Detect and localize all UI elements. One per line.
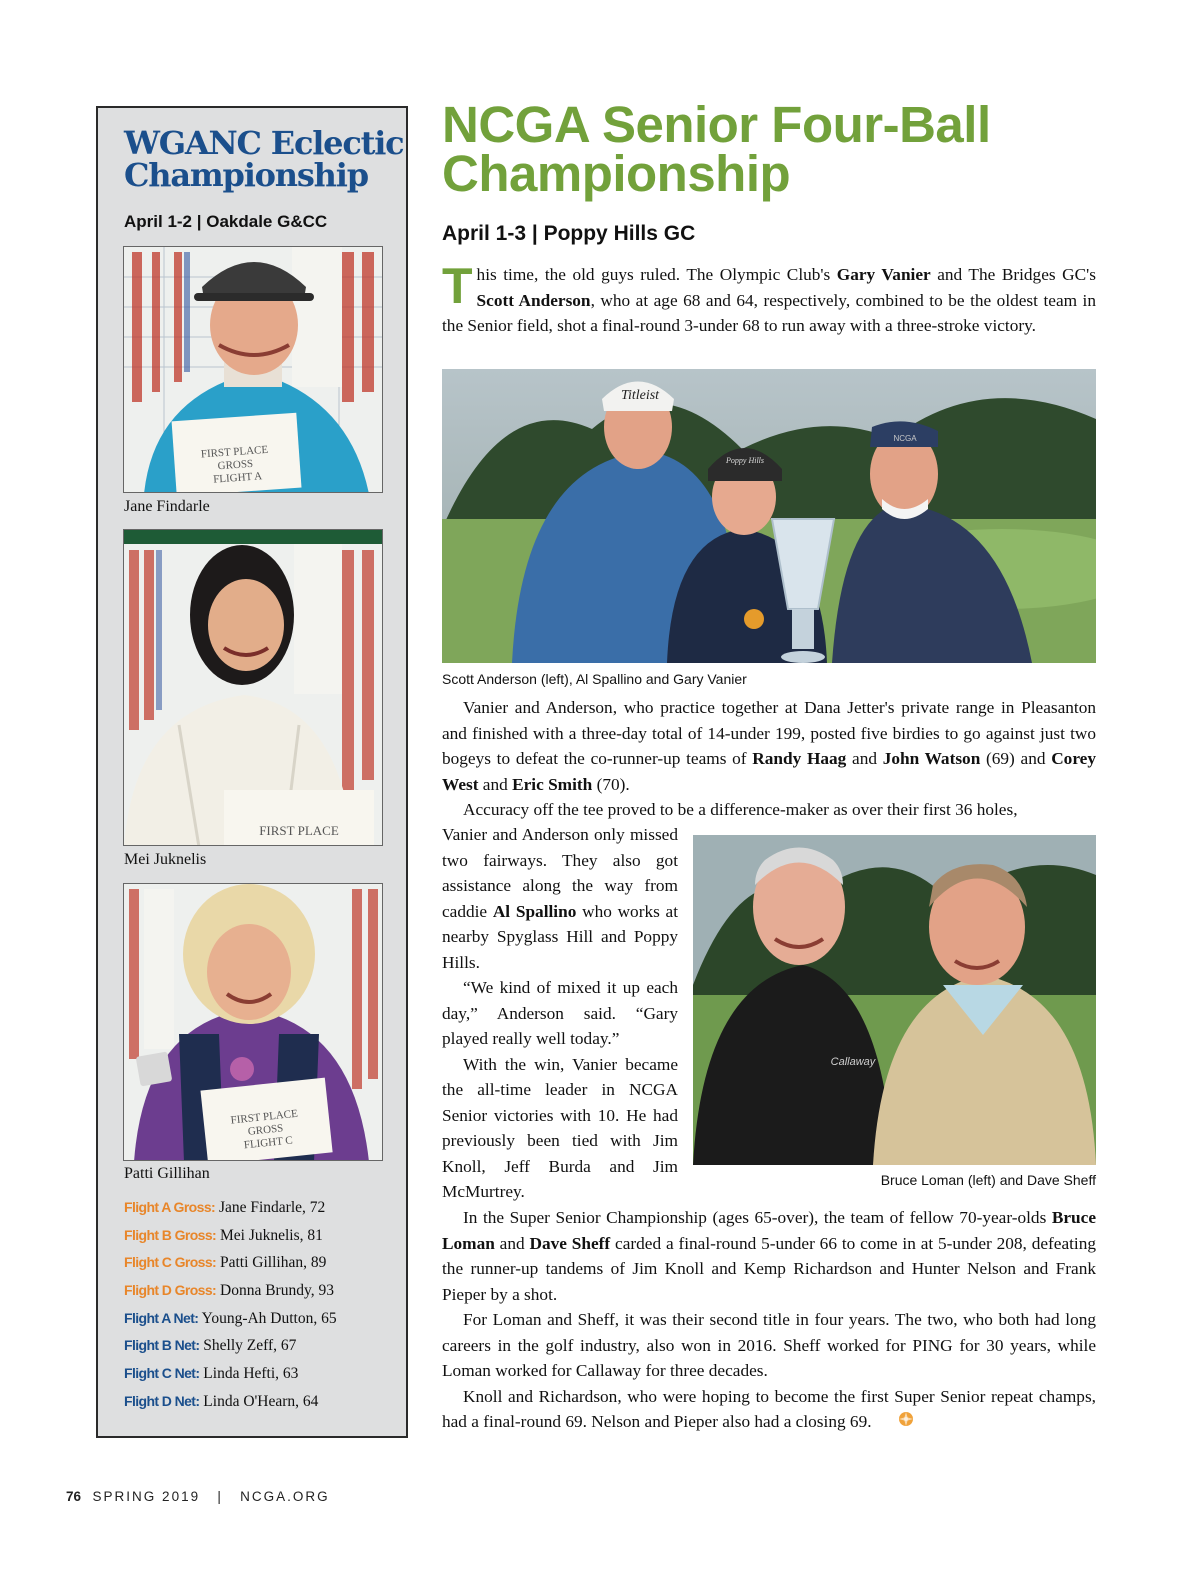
name-bold: Al Spallino [492,901,577,921]
text-run: his time, the old guys ruled. The Olympic Club's [476,265,837,284]
headline-line1: NCGA Senior Four-Ball [442,96,991,153]
sign-line: FLIGHT A [212,470,263,486]
text-run: and [846,749,883,768]
text-run: who works at nearby Spyglass Hill and Poppy Hills. [442,901,679,972]
photo-caption: Jane Findarle [124,498,210,515]
result-label: Flight D Gross: [124,1282,217,1299]
result-value: Shelly Zeff, 67 [199,1337,297,1355]
sidebar-title-line1: WGANC Eclectic [124,124,404,162]
result-label: Flight B Net: [124,1337,200,1354]
page-footer [66,1489,330,1504]
result-value: Linda O'Hearn, 64 [199,1392,319,1410]
result-label: Flight A Gross: [124,1199,216,1215]
result-row [124,1280,404,1308]
result-value: Donna Brundy, 93 [216,1282,334,1300]
article-headline [442,96,1102,202]
result-row [124,1363,404,1391]
issue-label: SPRING 2019 [92,1489,201,1504]
cap-logo: Titleist [620,388,660,403]
text-run: (70). [592,774,630,794]
footer-separator: | [217,1489,223,1504]
paragraph-7: For Loman and Sheff, it was their second title in four years. The two, who both had long careers in the golf industry, also won in 2016. Sheff worked for PING for 30 years, while Loman worked for Callaway for three decades. [442,1310,1096,1380]
text-run: carded a final-round 5-under 66 to come in at 5-under 208, defeating the runner-up tandems of Jim Knoll and Kemp Richardson and Hunter Nelson and Frank Pieper by a shot. [442,1233,1097,1304]
site-label: NCGA.ORG [240,1489,330,1504]
name-bold: Eric Smith [512,774,593,794]
article-subtitle: April 1-3 | Poppy Hills GC [442,222,696,245]
page-number: 76 [66,1489,82,1504]
text-run: and [478,774,513,794]
name-bold: John Watson [882,749,981,768]
result-value: Mei Juknelis, 81 [216,1226,323,1244]
sign-line: GROSS [217,457,254,473]
headline-line2: Championship [442,145,791,202]
text-run: and The Bridges GC's [930,265,1096,284]
paragraph-5: With the win, Vanier became the all-time leader in NCGA Senior victories with 10. He had previously been tied with Jim Knoll, Jeff Burda and Jim McMurtrey. [442,1054,678,1201]
result-value: Jane Findarle, 72 [215,1199,326,1216]
paragraph-3-lead: Accuracy off the tee proved to be a difference-maker as over their first 36 holes, [463,800,1018,819]
name-bold: Bruce Loman [442,1208,1096,1253]
photo-jane-findarle [123,246,383,493]
sign-line: GROSS [247,1122,284,1138]
name-bold: Corey West [442,749,1096,794]
photo-mei-juknelis [123,529,383,846]
result-row [124,1197,404,1225]
photo-loman-sheff [693,835,1096,1165]
sign-line: FLIGHT C [243,1134,294,1152]
sign-line: FIRST PLACE [259,823,339,838]
text-run: Vanier and Anderson, who practice together at Dana Jetter's private range in Pleasanton and finished with a three-day total of 14-under 199, posted five birdies to go against just two bogeys to defeat the co-runner-up teams of [442,698,1096,768]
intro-paragraph [442,258,1096,339]
photo-anderson-spallino-vanier [442,369,1096,663]
end-mark-icon [876,1410,915,1436]
result-value: Linda Hefti, 63 [199,1365,299,1383]
sidebar-title [124,124,404,194]
text-run: In the Super Senior Championship (ages 65-over), the team of fellow 70-year-olds [463,1208,1052,1227]
sign-line: FIRST PLACE [200,443,269,461]
name-bold: Randy Haag [752,749,847,768]
photo-caption: Patti Gillihan [124,1165,210,1182]
result-label: Flight D Net: [124,1392,200,1409]
result-row [124,1391,404,1419]
result-row [124,1252,404,1280]
name-bold: Scott Anderson [476,290,591,310]
sidebar-title-line2: Championship [124,156,368,194]
name-bold: Gary Vanier [836,265,931,284]
text-run: Vanier and Anderson only missed two fairways. They also got assistance along the way from caddie [442,825,678,921]
text-run: and [494,1233,530,1253]
sign-line: FIRST PLACE [230,1107,299,1127]
result-row [124,1308,404,1336]
result-value: Young-Ah Dutton, 65 [198,1309,337,1327]
paragraph-2 [442,695,1096,823]
result-label: Flight C Net: [124,1365,200,1382]
photo-caption-trophy: Scott Anderson (left), Al Spallino and Gary Vanier [442,671,747,687]
result-label: Flight C Gross: [124,1254,217,1271]
result-value: Patti Gillihan, 89 [216,1254,327,1272]
shirt-logo: Callaway [830,1056,876,1068]
sidebar-subtitle: April 1-2 | Oakdale G&CC [124,212,328,231]
paragraph-8: Knoll and Richardson, who were hoping to become the first Super Senior repeat champs, had a final-round 69. Nelson and Pieper also had a closing 69. [442,1386,1096,1431]
narrow-column [442,822,678,1205]
closing-paragraphs [442,1205,1096,1436]
cap2-logo: NCGA [893,434,917,443]
beanie-logo: Poppy Hills [726,456,764,465]
text-run: , who at age 68 and 64, respectively, combined to be the oldest team in the Senior field, shot a final-round 3-under 68 to run away with a three-stroke victory. [442,290,1096,335]
result-label: Flight A Net: [124,1309,199,1326]
result-label: Flight B Gross: [124,1226,217,1243]
result-row [124,1225,404,1253]
drop-cap: T [442,258,473,314]
name-bold: Dave Sheff [529,1233,611,1253]
photo-caption: Mei Juknelis [124,851,207,868]
text-run: (69) and [980,749,1052,768]
results-list [124,1197,404,1419]
result-row [124,1335,404,1363]
photo-caption-loman-sheff: Bruce Loman (left) and Dave Sheff [880,1172,1096,1188]
photo-patti-gillihan [123,883,383,1161]
paragraph-4: “We kind of mixed it up each day,” Anderson said. “Gary played really well today.” [442,978,678,1048]
